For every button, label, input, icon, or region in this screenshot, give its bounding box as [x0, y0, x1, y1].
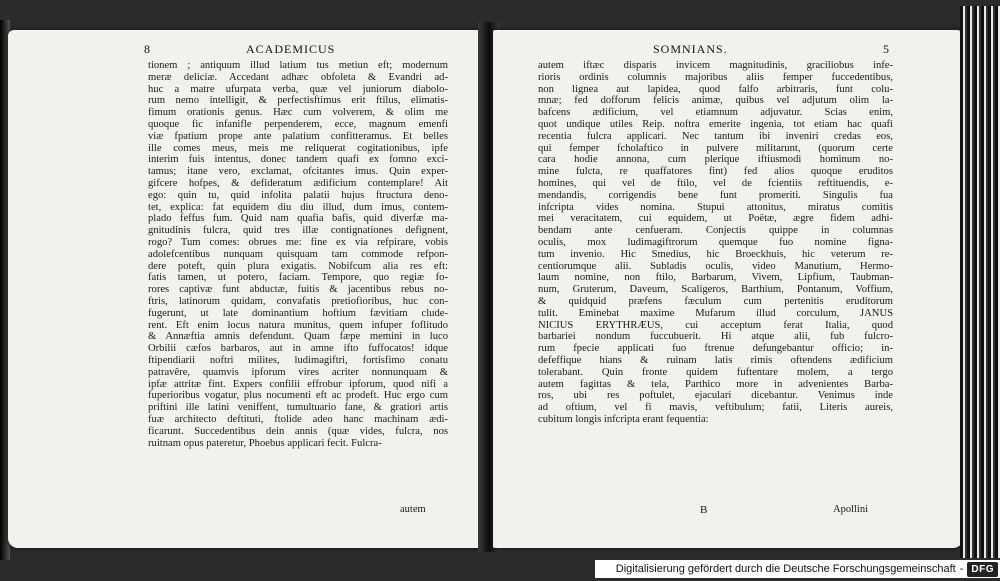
text-line: cubitum longis infcripta erant fequentia: [538, 413, 709, 425]
text-line: gnitudinis fulcra, quid tres illæ contignationes defignent, [148, 225, 448, 237]
right-catchword: Apollini [833, 504, 869, 515]
text-line: NICIUS ERYTHRÆUS, cui acceptum ferat Italia, quod [538, 319, 893, 331]
text-line: tet, explica: fat equidem diu diu illud, dum imus, contem- [148, 201, 448, 213]
right-text-block [538, 60, 893, 426]
text-line: viæ fpatium prope ante palatium confitteramus. Et belles [148, 130, 448, 142]
footer-credit-text: Digitalisierung gefördert durch die Deutsche Forschungsgemeinschaft [615, 563, 956, 575]
text-line: defeffique hians & ruinam latis rimis oftendens ædificium [538, 354, 893, 366]
text-line: autem iftæc disparis invicem magnitudinis, graciliobus infe- [538, 60, 893, 71]
text-line: num, Gruterum, Daveum, Scaligeros, Barthium, Pontanum, Voffium, [538, 284, 893, 296]
footer-credit-bar [595, 560, 1000, 578]
text-line: cara hodie annona, cum plerique iftiusmodi hominum no- [538, 154, 893, 166]
text-line: Orbilii cæfos barbaros, aut in amne ifto fuffocatos! idque [148, 343, 448, 355]
text-line: priftini ille latini veniffent, tumultuario fane, & gratiori artis [148, 402, 448, 414]
text-line: rores captivæ funt abductæ, fuitis & jacentibus rebus no- [148, 284, 448, 296]
text-line: ruitnam opus pateretur, Phoebus applicari fecit. Fulcra- [148, 437, 382, 449]
signature-mark: B [700, 504, 708, 516]
text-line: ficarunt. Succedentibus dein annis (quæ vides, fulcra, nos [148, 425, 448, 437]
text-line: ad oftium, vel fi mavis, veftibulum; fatii, Literis aureis, [538, 402, 893, 414]
right-page-number: 5 [883, 42, 890, 56]
text-line: gifcere hofpes, & defideratum ædificium contemplare! Ait [148, 177, 448, 189]
text-line: fuperioribus vogatur, plus nocumenti eft ac prodeft. Huc ergo cum [148, 390, 448, 402]
text-line: non lignea aut lapidea, quod falfo arbitraris, funt colu- [538, 83, 893, 95]
text-line: & quidquid præfens fæculum cum pertenitis eruditorum [538, 295, 893, 307]
footer-separator: - [959, 563, 964, 575]
text-line: mei veracitatem, cui equidem, ut Poëtæ, ægre fidem adhi- [538, 213, 893, 225]
text-line: bafcens ædificium, vel etiamnum adjuvatur. Scias enim, [538, 107, 893, 119]
text-line: laum nomine, non ftilo, Barbarum, Vivem, Lipfium, Taubman- [538, 272, 893, 284]
text-line: recentia fulcra applicari. Nec tantum ibi inveniri credas eos, [538, 130, 893, 142]
text-line: rogo? Tum comes: obrues me: fine ex via refpirare, vobis [148, 236, 448, 248]
text-line: rum fpecie applicati fuo ftrenue defungebantur officio; in- [538, 343, 893, 355]
left-page [8, 30, 486, 548]
left-text-block [148, 60, 448, 449]
left-catchword: autem [400, 504, 426, 515]
text-line: autem fagittas & tela, Parthico more in advenientes Barba- [538, 378, 893, 390]
dfg-logo-icon: DFG [967, 562, 998, 577]
text-line: mendandis, corrigendis bene funt promeriti. Singulis fua [538, 189, 893, 201]
text-line: rent. Eft enim locus natura munitus, quem infuper foflitudo [148, 319, 448, 331]
text-line: ille comes meus, meis me reliquerat cogitationibus, ipfe [148, 142, 448, 154]
text-line: quot undique utiles Reip. noftra emerite ingenia, tot etiam hac quafi [538, 118, 893, 130]
text-line: mine fulcta, re quaffatores fint) fed alios quoque eruditos [538, 166, 893, 178]
text-line: mnæ; fed dofforum felicis animæ, quibus vel adjutum olim la- [538, 95, 893, 107]
text-line: oculis, mox ludimagiftrorum quemque fuo nomine figna- [538, 236, 893, 248]
text-line: dere poteft, quin plura exigatis. Nobifcum alia res eft: [148, 260, 448, 272]
text-line: tum invenio. Hic Smedius, hic Broeckhuis, hic veterum re- [538, 248, 893, 260]
text-line: meræ deliciæ. Accedant adhæc obfoleta & Evandri ad- [148, 71, 448, 83]
text-line: adolefcentibus nunquam quisquam tam commode refpon- [148, 248, 448, 260]
text-line: huc a matre ufurpata verba, quæ vel juniorum diabolo- [148, 83, 448, 95]
text-line: centiorumque alii. Subladis oculis, video Manutium, Hermo- [538, 260, 893, 272]
text-line: tamus; itane vero, exclamat, ofcitantes imus. Quin exper- [148, 166, 448, 178]
text-line: rum nemo intelligit, & perfectisftimus erit ftilus, elimatis- [148, 95, 448, 107]
text-line: fatis tamen, ut potero, faciam. Tempore, quo regiæ fo- [148, 272, 448, 284]
text-line: homines, qui vel de ftilo, vel de fcientiis reftituendis, e- [538, 177, 893, 189]
text-line: qui femper fcholaftico in pulvere militarunt, (quorum certe [538, 142, 893, 154]
text-line: fugerunt, ut late dominantium hoftium fævitiam clude- [148, 307, 448, 319]
left-running-head: ACADEMICUS [246, 42, 336, 56]
text-line: ftris, latinorum quidam, convafatis pretiofioribus, huc con- [148, 295, 448, 307]
book-edge-right [960, 6, 1000, 558]
text-line: ftipendiarii noftri milites, ludimagiftri, fortisfimo conatu [148, 354, 448, 366]
right-page [493, 30, 963, 548]
text-line: interim fuis intentus, donec tandem quafi ex fomno exci- [148, 154, 448, 166]
text-line: tulit. Eminebat maxime Mufarum illud corculum, JANUS [538, 307, 893, 319]
text-line: tionem ; antiquum illud latium tus metiun eft; modernum [148, 60, 448, 71]
text-line: ros, ubi res poftulet, ejaculari dicebantur. Venimus inde [538, 390, 893, 402]
text-line: barbariei nondum fuccubuerit. Hi atque alii, fub fulcro- [538, 331, 893, 343]
text-line: patravêre, quamvis ipforum vires acriter nonnunquam & [148, 366, 448, 378]
text-line: tolerabant. Quin fronte quidem fuftentare molem, a tergo [538, 366, 893, 378]
left-page-number: 8 [144, 42, 151, 56]
text-line: fimum orationis genus. Hæc cum volverem, & olim me [148, 107, 448, 119]
text-line: rioris ordinis columnis majoribus aliis femper fuccedentibus, [538, 71, 893, 83]
text-line: infcripta vides nomina. Stupui attonitus, miratus comitis [538, 201, 893, 213]
text-line: plado feffus fum. Quid nam quafia bafis, quid diverfæ ma- [148, 213, 448, 225]
text-line: fuæ architecto deftituti, ftolide adeo hanc machinam ædi- [148, 413, 448, 425]
text-line: & Annæftia amnis defendunt. Quam fæpe memini in luco [148, 331, 448, 343]
text-line: quoque fic infanifle perpenderem, ecce, magnum emenfi [148, 118, 448, 130]
text-line: bendam ante cenfueram. Conjectis quippe in columnas [538, 225, 893, 237]
right-running-head: SOMNIANS. [653, 42, 728, 56]
text-line: ego: quin tu, quid infolita palatii hujus ftructura deno- [148, 189, 448, 201]
text-line: ipfæ attritæ fint. Expers confilii effrobur ipforum, quod nifi a [148, 378, 448, 390]
